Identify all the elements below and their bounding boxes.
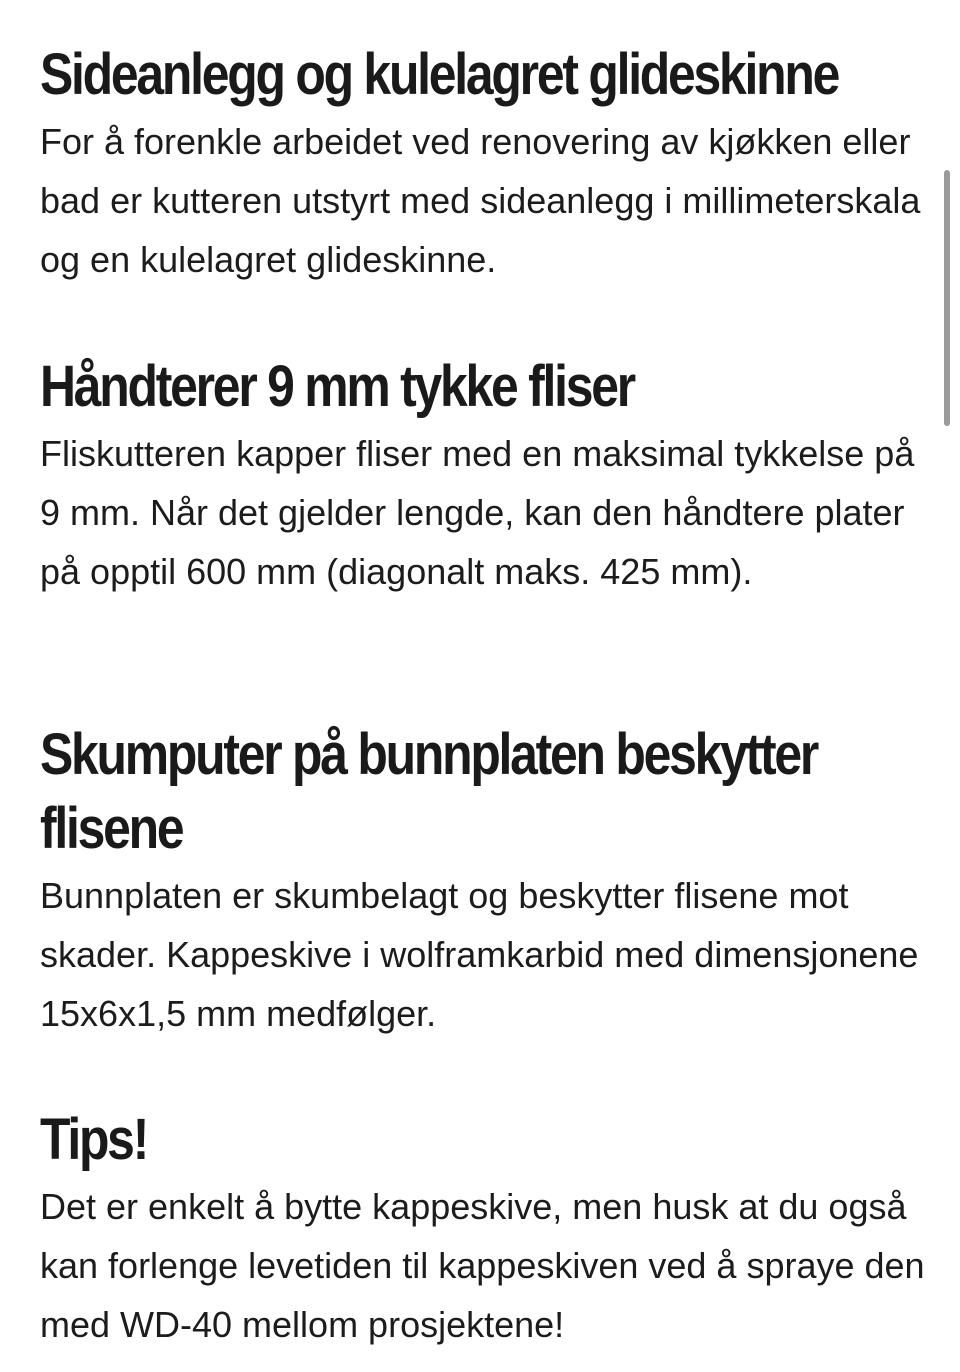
- section-heading: Skumputer på bunnplaten beskytter flisene: [40, 722, 818, 861]
- section-foam-pads: [40, 718, 930, 1043]
- section-body: Det er enkelt å bytte kappeskive, men husk at du også kan forlenge levetiden til kappeskiven ved å spraye den med WD-40 mellom prosjektene!: [40, 1186, 925, 1345]
- section-tile-thickness: [40, 350, 930, 601]
- scrollbar[interactable]: [944, 170, 950, 426]
- section-heading: Håndterer 9 mm tykke fliser: [40, 354, 634, 419]
- section-side-guide: [40, 38, 930, 289]
- section-heading: Sideanlegg og kulelagret glideskinne: [40, 42, 839, 107]
- section-body: For å forenkle arbeidet ved renovering av kjøkken eller bad er kutteren utstyrt med sideanlegg i millimeterskala og en kulelagret glideskinne.: [40, 121, 921, 280]
- section-body: Bunnplaten er skumbelagt og beskytter flisene mot skader. Kappeskive i wolframkarbid med dimensjonene 15x6x1,5 mm medfølger.: [40, 875, 919, 1034]
- section-tips: [40, 1103, 930, 1354]
- section-body: Fliskutteren kapper fliser med en maksimal tykkelse på 9 mm. Når det gjelder lengde, kan den håndtere plater på opptil 600 mm (diagonalt maks. 425 mm).: [40, 433, 915, 592]
- section-heading: Tips!: [40, 1107, 148, 1172]
